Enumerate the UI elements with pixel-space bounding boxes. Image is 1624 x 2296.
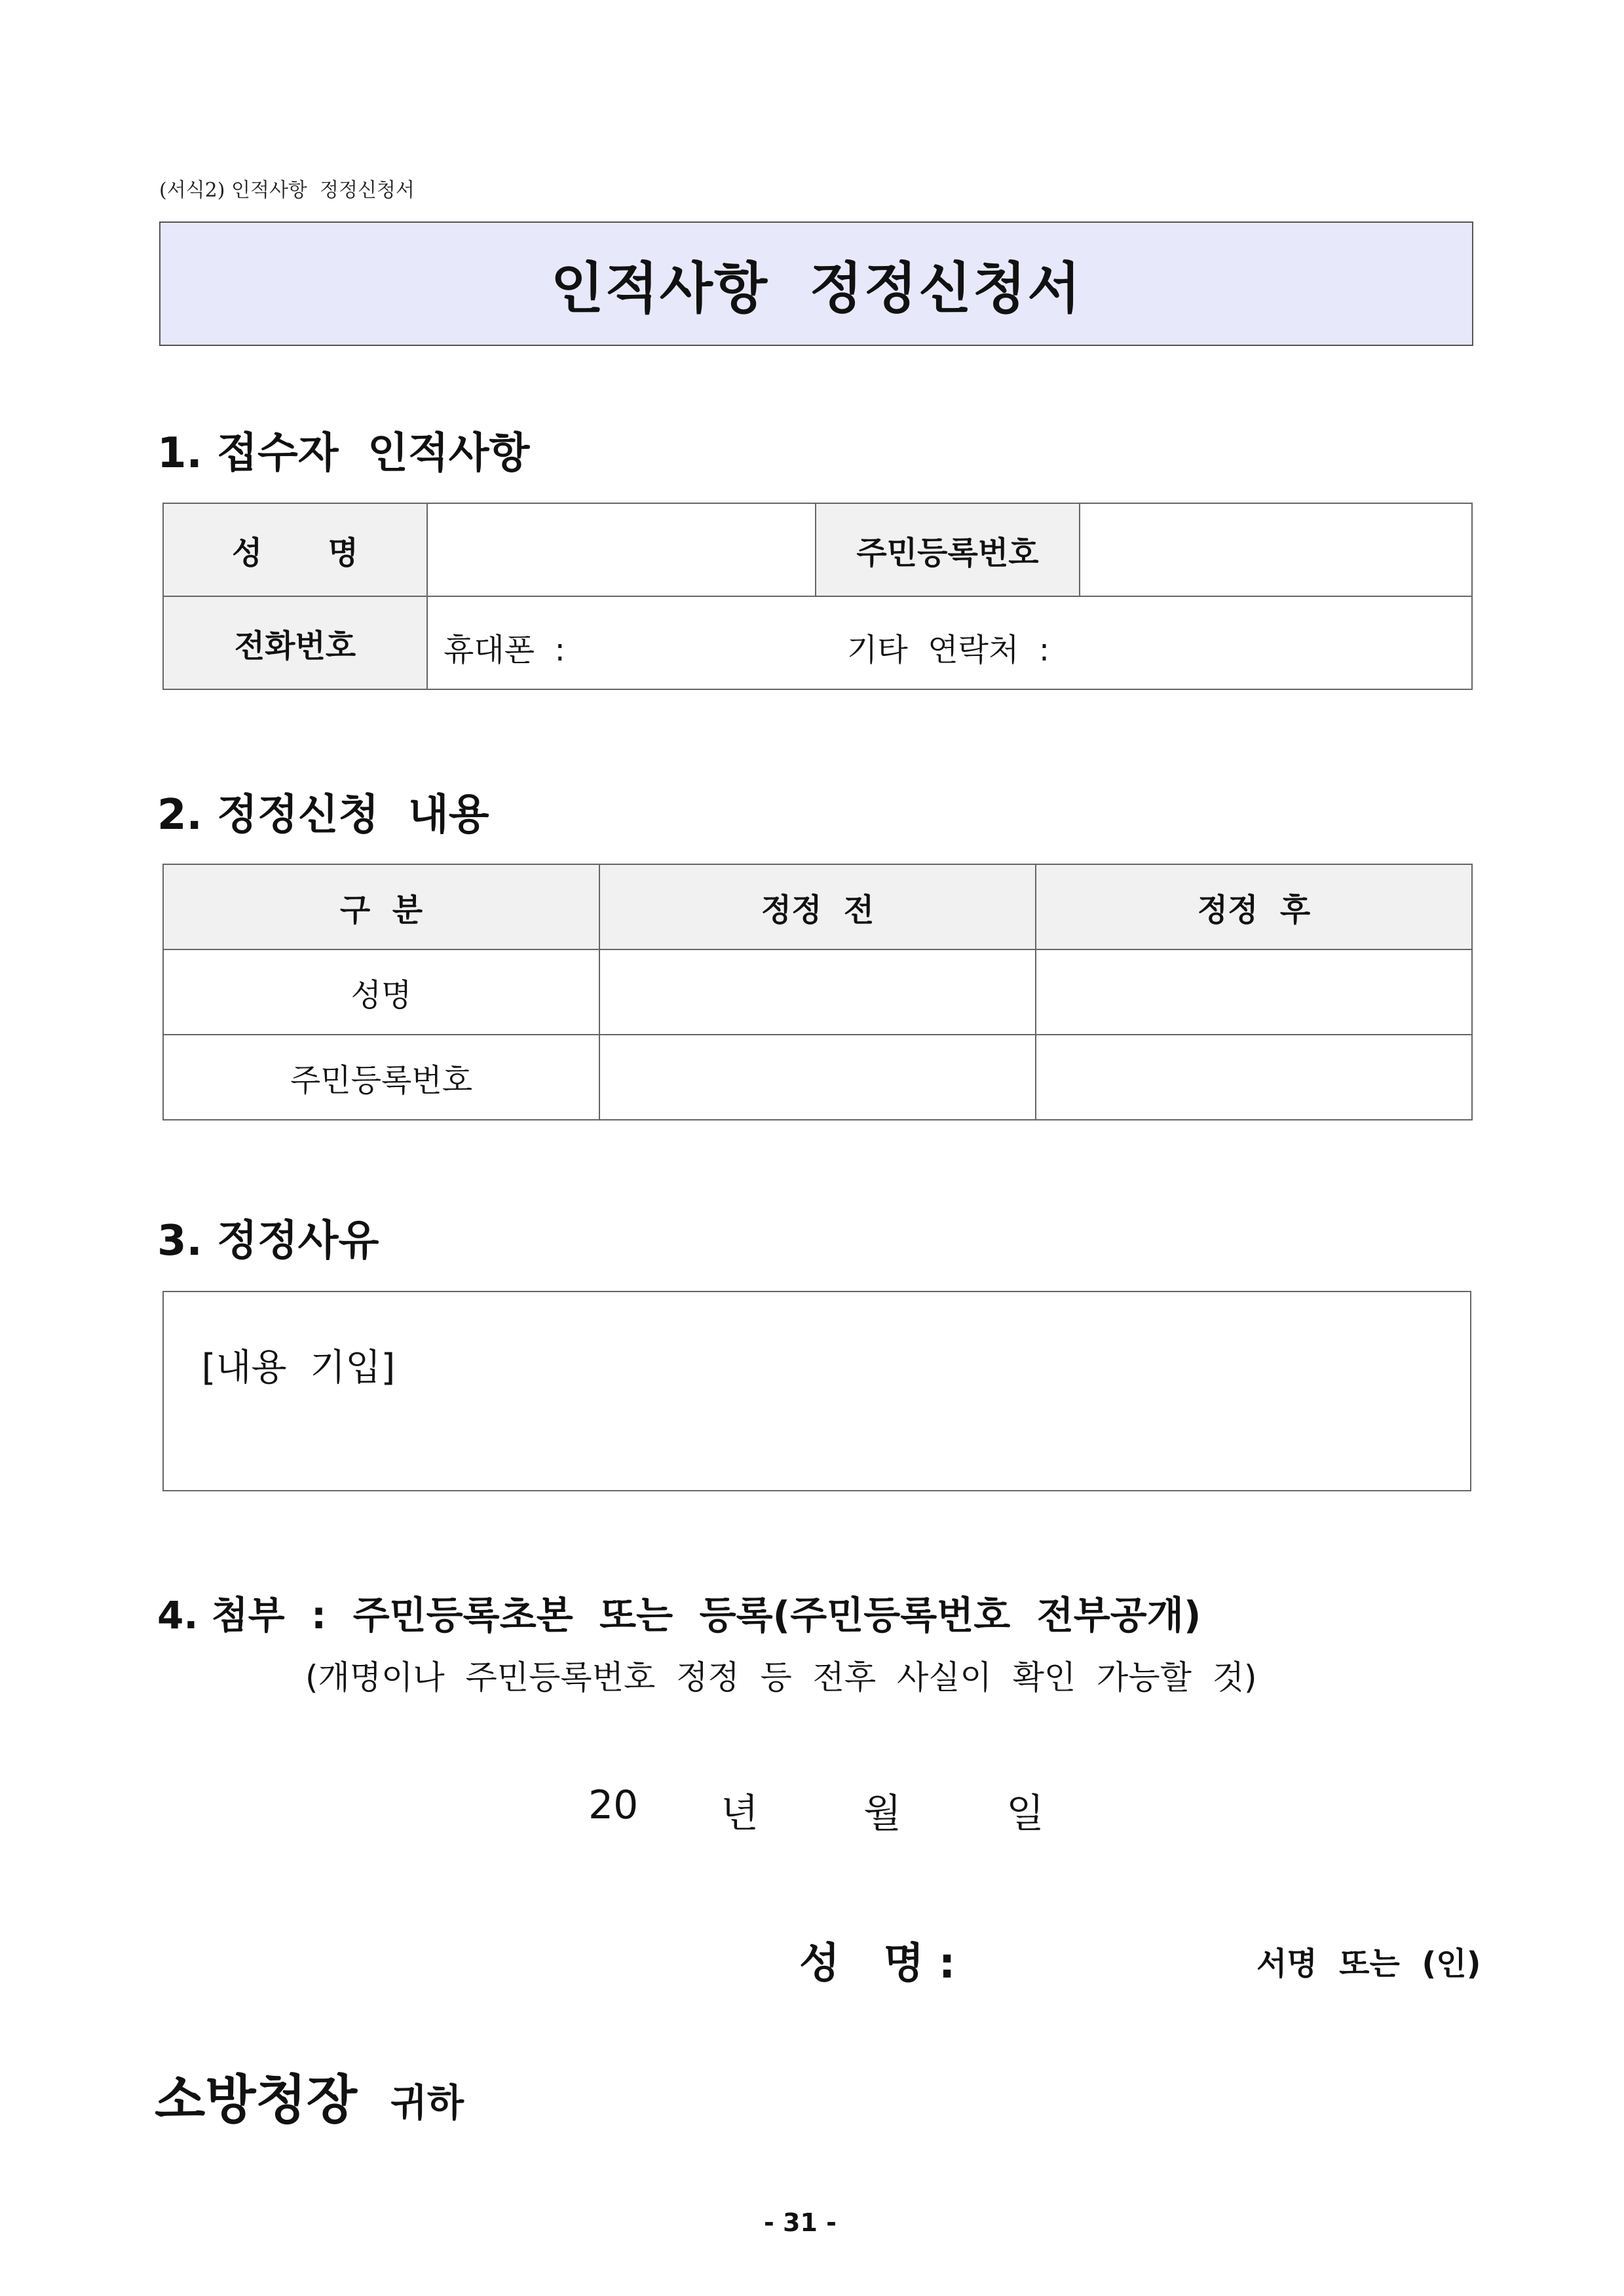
- row-rrn-after[interactable]: [1036, 1035, 1472, 1120]
- row-name-label: 성명: [163, 949, 599, 1035]
- correction-table: [162, 864, 1473, 1120]
- date-year-prefix: 20: [588, 1782, 639, 1828]
- other-contact-label: 기타 연락처 :: [847, 632, 1050, 668]
- form-label: (서식2) 인적사항 정정신청서: [159, 179, 415, 202]
- signature-sign-label: 서명 또는 (인): [1256, 1945, 1481, 1982]
- row-rrn-label: 주민등록번호: [163, 1035, 599, 1120]
- row-name-before[interactable]: [599, 949, 1036, 1035]
- section4-heading: 4. 첨부 : 주민등록초본 또는 등록(주민등록번호 전부공개): [157, 1593, 1201, 1637]
- name-input-cell[interactable]: [427, 503, 816, 596]
- signature-name-label: 성 명 :: [799, 1940, 956, 1988]
- header-before: 정정 전: [599, 864, 1036, 949]
- applicant-info-table: [162, 503, 1473, 690]
- date-month-label: 월: [863, 1791, 901, 1837]
- phone-input-cell[interactable]: [427, 596, 1472, 689]
- section1-heading: 1. 접수자 인적사항: [157, 429, 530, 478]
- reason-textbox[interactable]: [162, 1291, 1471, 1491]
- attachment-note: (개명이나 주민등록번호 정정 등 전후 사실이 확인 가능할 것): [305, 1658, 1257, 1696]
- rrn-label: 주민등록번호: [856, 534, 1039, 571]
- row-name-after[interactable]: [1036, 949, 1472, 1035]
- name-label-cell: [163, 503, 427, 596]
- rrn-label-cell: [816, 503, 1080, 596]
- header-after: 정정 후: [1036, 864, 1472, 949]
- mobile-label: 휴대폰 :: [444, 632, 565, 668]
- page-title: 인적사항 정정신청서: [550, 256, 1082, 320]
- section2-heading: 2. 정정신청 내용: [157, 791, 489, 839]
- table-row: [163, 1035, 1472, 1120]
- header-category: 구 분: [163, 864, 599, 949]
- phone-label-cell: [163, 596, 427, 689]
- date-year-label: 년: [721, 1791, 759, 1837]
- table-row: [163, 949, 1472, 1035]
- recipient-suffix: 귀하: [390, 2080, 464, 2125]
- reason-placeholder: [내용 기입]: [201, 1347, 396, 1389]
- row-rrn-before[interactable]: [599, 1035, 1036, 1120]
- rrn-input-cell[interactable]: [1080, 503, 1472, 596]
- name-label: 성 명: [231, 534, 358, 571]
- section3-heading: 3. 정정사유: [157, 1217, 379, 1265]
- page-number: - 31 -: [764, 2208, 837, 2237]
- recipient-name: 소방청장: [155, 2069, 358, 2130]
- title-banner: [159, 221, 1473, 346]
- date-day-label: 일: [1006, 1791, 1044, 1837]
- phone-label: 전화번호: [234, 627, 356, 664]
